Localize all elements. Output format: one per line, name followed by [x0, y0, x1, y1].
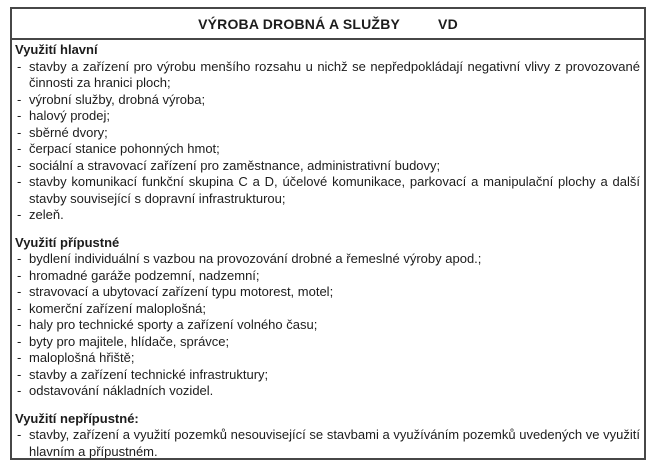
list-item — [15, 268, 640, 285]
list-item — [15, 92, 640, 109]
section-heading: Využití hlavní — [15, 42, 98, 57]
land-use-card — [10, 7, 646, 460]
list-item-text: odstavování nákladních vozidel. — [29, 383, 214, 398]
bullet-marker: - — [17, 157, 22, 173]
list-item-text: stravovací a ubytovací zařízení typu motorest, motel; — [29, 284, 334, 299]
list-item-text: stavby a zařízení technické infrastruktury; — [29, 366, 269, 382]
list-item — [15, 284, 640, 301]
list-item-text: zeleň. — [29, 207, 64, 222]
list-item — [15, 158, 640, 175]
card-title: VÝROBA DROBNÁ A SLUŽBY — [198, 15, 401, 32]
list-item-text: maloplošná hřiště; — [29, 350, 135, 365]
list-item — [15, 141, 640, 158]
list-item-text: bydlení individuální s vazbou na provozování drobné a řemeslné výroby apod.; — [29, 251, 482, 266]
section-heading: Využití přípustné — [15, 234, 120, 250]
list-item-text: sociální a stravovací zařízení pro zaměstnance, administrativní budovy; — [29, 157, 441, 173]
list-item — [15, 317, 640, 334]
list-item-text: byty pro majitele, hlídače, správce; — [29, 333, 230, 349]
list-item-text: stavby, zařízení a využití pozemků nesouvisející se stavbami a využíváním pozemků uvedených ve využití hlavním a přípustném. — [29, 427, 640, 459]
bullet-marker: - — [17, 91, 22, 107]
list-item — [15, 108, 640, 125]
list-item — [15, 427, 640, 460]
list-item — [15, 251, 640, 268]
bullet-marker: - — [17, 58, 22, 74]
list-item-text: komerční zařízení maloplošná; — [29, 300, 207, 316]
bullet-marker: - — [17, 350, 22, 365]
bullet-marker: - — [17, 108, 22, 123]
bullet-marker: - — [17, 317, 22, 332]
bullet-marker: - — [17, 300, 22, 316]
section-permissible-use — [15, 235, 640, 400]
list-item — [15, 125, 640, 142]
card-code: VD — [438, 15, 458, 32]
list-item — [15, 383, 640, 400]
section-list — [15, 59, 640, 224]
list-item-text: hromadné garáže podzemní, nadzemní; — [29, 267, 260, 283]
list-item-text: sběrné dvory; — [29, 124, 108, 140]
list-item — [15, 59, 640, 92]
bullet-marker: - — [17, 333, 22, 349]
bullet-marker: - — [17, 267, 22, 283]
bullet-marker: - — [17, 251, 22, 266]
section-impermissible-use — [15, 411, 640, 461]
bullet-marker: - — [17, 284, 22, 299]
list-item — [15, 367, 640, 384]
list-item-text: čerpací stanice pohonných hmot; — [29, 141, 220, 156]
list-item-text: výrobní služby, drobná výroba; — [29, 91, 206, 107]
list-item-text: stavby a zařízení pro výrobu menšího rozsahu u nichž se nepředpokládají negativní vlivy z provozované činnosti za hranici ploch; — [29, 58, 640, 90]
list-item — [15, 350, 640, 367]
list-item — [15, 174, 640, 207]
list-item-text: halový prodej; — [29, 108, 110, 123]
bullet-marker: - — [17, 174, 22, 189]
bullet-marker: - — [17, 383, 22, 398]
bullet-marker: - — [17, 366, 22, 382]
bullet-marker: - — [17, 124, 22, 140]
list-item — [15, 301, 640, 318]
list-item-text: haly pro technické sporty a zařízení volného času; — [29, 317, 318, 332]
bullet-marker: - — [17, 427, 22, 442]
section-main-use — [15, 42, 640, 224]
list-item — [15, 334, 640, 351]
bullet-marker: - — [17, 207, 22, 222]
card-body — [12, 40, 644, 460]
card-header — [12, 9, 644, 40]
list-item-text: stavby komunikací funkční skupina C a D, účelové komunikace, parkovací a manipulační plochy a další stavby související s dopravní infrastrukturou; — [29, 174, 640, 206]
section-list — [15, 427, 640, 460]
section-list — [15, 251, 640, 400]
list-item — [15, 207, 640, 224]
bullet-marker: - — [17, 141, 22, 156]
section-heading: Využití nepřípustné: — [15, 410, 139, 426]
